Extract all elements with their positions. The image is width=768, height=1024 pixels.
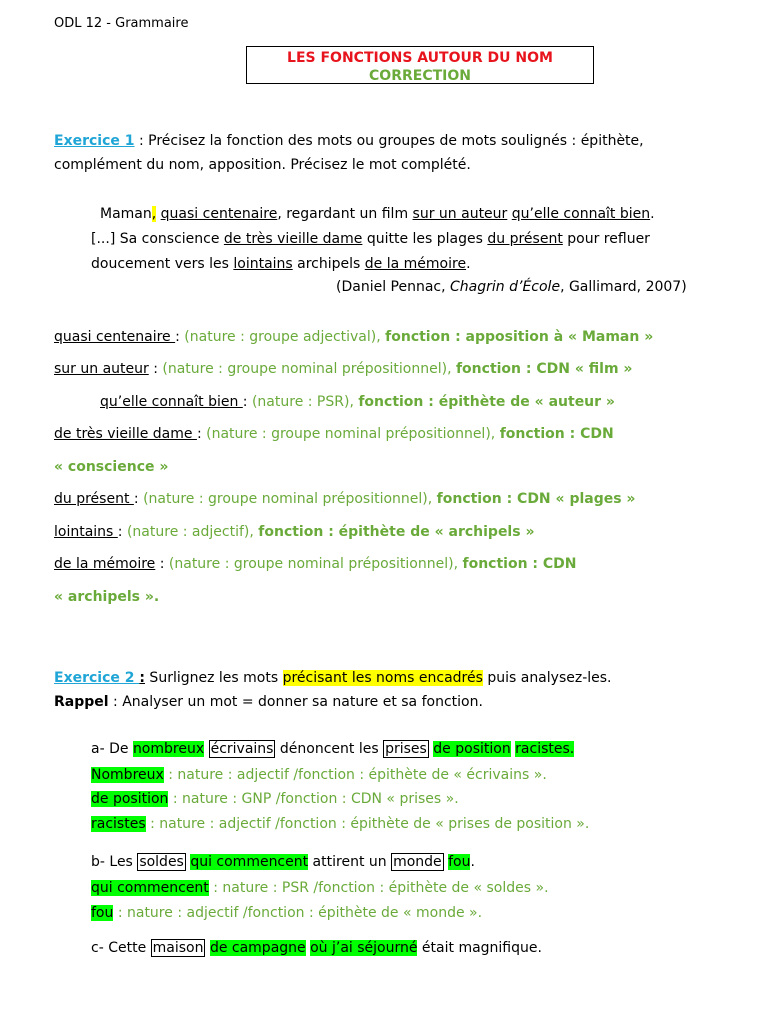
answer-row: qu’elle connaît bien : (nature : PSR), fonction : épithète de « auteur » — [100, 394, 615, 410]
quote-underlined: du présent — [487, 231, 563, 247]
answer-nature: (nature : groupe adjectival), — [184, 329, 386, 345]
analysis-line — [91, 905, 482, 921]
quote-text: pour refluer — [562, 231, 650, 247]
quote-underlined: sur un auteur — [412, 206, 508, 222]
ex2-instruction-text: puis analysez-les. — [482, 670, 612, 686]
source-text: (Daniel Pennac, — [336, 279, 451, 295]
sentence-text: a- De — [91, 741, 133, 757]
answer-fonction: fonction : apposition à « Maman » — [385, 329, 654, 345]
answer-nature: (nature : groupe nominal prépositionnel), — [168, 556, 463, 572]
answer-term: de très vieille dame — [54, 426, 197, 442]
analysis-term: de position — [91, 791, 169, 807]
answer-fonction: fonction : CDN — [499, 426, 614, 442]
sentence-c — [91, 940, 542, 956]
quote-highlighted-comma: , — [151, 206, 157, 222]
ex2-instruction-text: Surlignez les mots — [144, 670, 283, 686]
analysis-term: Nombreux — [91, 767, 164, 783]
highlighted-word: de campagne — [209, 940, 306, 956]
answer-term: de la mémoire — [54, 556, 156, 572]
quote-text: doucement vers les — [91, 256, 234, 272]
quote-text: archipels — [292, 256, 365, 272]
boxed-noun: prises — [385, 741, 427, 757]
analysis-text: : nature : PSR /fonction : épithète de « soldes ». — [208, 880, 549, 896]
highlighted-word: où j’ai séjourné — [310, 940, 418, 956]
analysis-term: fou — [91, 905, 114, 921]
answer-continuation: « archipels ». — [54, 589, 160, 605]
answer-row: lointains : (nature : adjectif), fonction : épithète de « archipels » — [54, 524, 535, 540]
answer-nature: (nature : groupe nominal prépositionnel), — [162, 361, 456, 377]
sentence-text: c- Cette — [91, 940, 151, 956]
analysis-term: racistes — [91, 816, 146, 832]
quote-text: quitte les plages — [362, 231, 488, 247]
quote-underlined: de la mémoire — [364, 256, 467, 272]
sentence-text: était magnifique. — [417, 940, 542, 956]
rappel-label: Rappel — [54, 694, 109, 710]
quote-underlined: lointains — [233, 256, 293, 272]
quote-text: , regardant un film — [277, 206, 413, 222]
answer-term: sur un auteur — [54, 361, 149, 377]
source-text: , Gallimard, 2007) — [560, 279, 687, 295]
sentence-text — [204, 741, 208, 757]
sentence-text: b- Les — [91, 854, 138, 870]
analysis-text: : nature : adjectif /fonction : épithète de « monde ». — [113, 905, 483, 921]
quote-line-3 — [91, 256, 471, 272]
highlighted-word: fou — [448, 854, 471, 870]
answer-term: qu’elle connaît bien — [100, 394, 243, 410]
highlighted-word: racistes. — [515, 741, 575, 757]
boxed-noun: soldes — [139, 854, 184, 870]
quote-text: Maman — [100, 206, 152, 222]
page-title: LES FONCTIONS AUTOUR DU NOM — [287, 50, 553, 66]
rappel-text: : Analyser un mot = donner sa nature et sa fonction. — [108, 694, 483, 710]
answer-term: du présent — [54, 491, 134, 507]
answer-row: sur un auteur : (nature : groupe nominal prépositionnel), fonction : CDN « film » — [54, 361, 633, 377]
ex1-instruction-line2: complément du nom, apposition. Précisez le mot complété. — [54, 157, 471, 173]
page-subtitle: CORRECTION — [369, 68, 471, 84]
quote-source — [336, 279, 687, 295]
answer-fonction: fonction : CDN « plages » — [436, 491, 636, 507]
quote-underlined: quasi centenaire — [160, 206, 278, 222]
quote-underlined: de très vieille dame — [223, 231, 363, 247]
answer-nature: (nature : adjectif), — [126, 524, 259, 540]
analysis-line — [91, 791, 459, 807]
analysis-line — [91, 816, 589, 832]
sentence-text: dénoncent les — [275, 741, 384, 757]
answer-nature: (nature : PSR), — [251, 394, 359, 410]
quote-underlined: qu’elle connaît bien — [511, 206, 651, 222]
source-book-title: Chagrin d’École — [450, 279, 561, 295]
ex1-label: Exercice 1 — [54, 133, 135, 149]
ex2-label: Exercice 2 — [54, 670, 140, 686]
analysis-line — [91, 767, 547, 783]
boxed-noun: écrivains — [210, 741, 274, 757]
quote-text: . — [466, 256, 471, 272]
quote-line-2 — [91, 231, 650, 247]
quote-text: [...] Sa conscience — [91, 231, 224, 247]
highlighted-word: qui commencent — [190, 854, 309, 870]
ex2-colon: : — [139, 670, 145, 686]
answer-fonction: fonction : CDN « film » — [455, 361, 633, 377]
answer-row: de très vieille dame : (nature : groupe nominal prépositionnel), fonction : CDN — [54, 426, 614, 442]
sentence-b — [91, 854, 475, 870]
answer-row: du présent : (nature : groupe nominal prépositionnel), fonction : CDN « plages » — [54, 491, 636, 507]
answer-term: lointains — [54, 524, 118, 540]
highlighted-word: de position — [433, 741, 511, 757]
answer-nature: (nature : groupe nominal prépositionnel), — [206, 426, 500, 442]
ex2-instruction-highlight: précisant les noms encadrés — [282, 670, 483, 686]
quote-text: . — [650, 206, 655, 222]
answer-fonction: fonction : CDN — [462, 556, 577, 572]
answer-continuation: « conscience » — [54, 459, 169, 475]
sentence-a — [91, 741, 574, 757]
answer-row: quasi centenaire : (nature : groupe adjectival), fonction : apposition à « Maman » — [54, 329, 654, 345]
answer-nature: (nature : groupe nominal prépositionnel), — [143, 491, 437, 507]
document-header: ODL 12 - Grammaire — [54, 16, 189, 31]
analysis-term: qui commencent — [91, 880, 209, 896]
answer-row: de la mémoire : (nature : groupe nominal prépositionnel), fonction : CDN — [54, 556, 577, 572]
sentence-text: . — [470, 854, 475, 870]
answer-fonction: fonction : épithète de « archipels » — [258, 524, 535, 540]
quote-line-1 — [100, 206, 655, 222]
analysis-line — [91, 880, 549, 896]
ex1-instruction-text: : Précisez la fonction des mots ou groupes de mots soulignés : épithète, — [134, 133, 644, 149]
rappel-line — [54, 694, 483, 710]
analysis-text: : nature : GNP /fonction : CDN « prises ». — [168, 791, 459, 807]
ex2-instruction — [54, 670, 612, 686]
ex1-instruction-line1 — [54, 133, 644, 149]
sentence-text: attirent un — [308, 854, 392, 870]
highlighted-word: nombreux — [132, 741, 205, 757]
boxed-noun: monde — [393, 854, 442, 870]
boxed-noun: maison — [152, 940, 204, 956]
analysis-text: : nature : adjectif /fonction : épithète de « écrivains ». — [163, 767, 547, 783]
analysis-text: : nature : adjectif /fonction : épithète de « prises de position ». — [145, 816, 590, 832]
answer-term: quasi centenaire — [54, 329, 176, 345]
title-box — [246, 46, 594, 84]
answer-fonction: fonction : épithète de « auteur » — [358, 394, 615, 410]
